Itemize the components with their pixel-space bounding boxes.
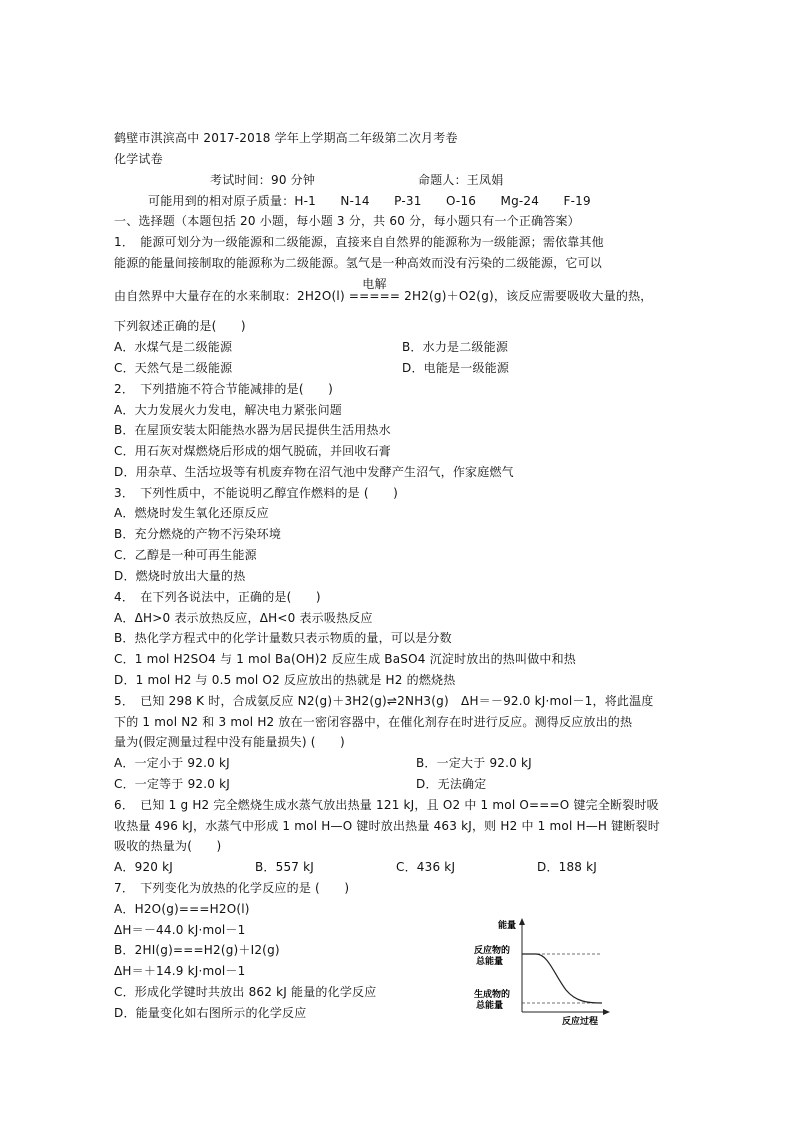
q1-line-1: 1． 能源可划分为一级能源和二级能源，直接来自自然界的能源称为一级能源；需依靠其他: [114, 235, 604, 249]
q1-line-4: 下列叙述正确的是( ): [114, 319, 246, 333]
energy-curve: [522, 954, 602, 1003]
q4-option-d: D．1 mol H2 与 0.5 mol O2 反应放出的热就是 H2 的燃烧热: [114, 673, 456, 687]
electrolysis-arrow: [348, 277, 401, 304]
q6-line-2: 收热量 496 kJ，水蒸气中形成 1 mol H—O 键时放出热量 463 kJ，则 H2 中 1 mol H—H 键断裂时: [114, 819, 660, 833]
graph-reactant-label-2: 总能量: [476, 957, 504, 967]
q3-option-b: B．充分燃烧的产物不污染环境: [114, 527, 282, 541]
q1-line-3-pre: 由自然界中大量存在的水来制取：2H2O(l): [114, 289, 349, 303]
q7-option-c: C．形成化学键时共放出 862 kJ 能量的化学反应: [114, 985, 377, 999]
q1-line-3-post: 2H2(g)＋O2(g)，该反应需要吸收大量的热，: [400, 289, 653, 303]
q1-line-2: 能源的能量间接制取的能源称为二级能源。氢气是一种高效而没有污染的二级能源，它可以: [114, 256, 603, 270]
q5-option-a: A．一定小于 92.0 kJ: [114, 756, 230, 770]
q7-option-b-dh: ΔH＝＋14.9 kJ·mol－1: [114, 964, 246, 978]
q3-stem: 3． 下列性质中，不能说明乙醇宜作燃料的是 ( ): [114, 486, 399, 500]
q5-option-c: C．一定等于 92.0 kJ: [114, 777, 231, 791]
author: 命题人：王凤娟: [418, 173, 504, 187]
graph-x-label: 反应过程: [562, 1017, 599, 1027]
q4-option-a: A．ΔH>0 表示放热反应，ΔH<0 表示吸热反应: [114, 611, 373, 625]
energy-diagram: [462, 916, 612, 1028]
q7-option-a-dh: ΔH＝－44.0 kJ·mol－1: [114, 923, 246, 937]
q2-stem: 2． 下列措施不符合节能减排的是( ): [114, 382, 333, 396]
electrolysis-equals: =====: [348, 289, 401, 303]
q6-option-b: B．557 kJ: [255, 860, 315, 874]
q6-option-d: D．188 kJ: [537, 860, 598, 874]
q3-option-d: D．燃烧时放出大量的热: [114, 569, 246, 583]
graph-y-label: 能量: [498, 921, 517, 931]
q1-option-d: D．电能是一级能源: [402, 361, 510, 375]
q2-option-d: D．用杂草、生活垃圾等有机废弃物在沼气池中发酵产生沼气，作家庭燃气: [114, 465, 514, 479]
q6-line-1: 6． 已知 1 g H2 完全燃烧生成水蒸气放出热量 121 kJ，且 O2 中 1 mol O===O 键完全断裂时吸: [114, 798, 659, 812]
graph-product-label-1: 生成物的: [474, 990, 511, 1000]
q1-option-a: A．水煤气是二级能源: [114, 340, 233, 354]
q7-stem: 7． 下列变化为放热的化学反应的是 ( ): [114, 881, 350, 895]
q4-option-b: B．热化学方程式中的化学计量数只表示物质的量，可以是分数: [114, 631, 452, 645]
q7-option-a: A．H2O(g)===H2O(l): [114, 902, 250, 916]
graph-product-label-2: 总能量: [476, 1001, 504, 1011]
school-line: 鹤壁市淇滨高中 2017-2018 学年上学期高二年级第二次月考卷: [114, 131, 458, 145]
y-axis-arrow-icon: [519, 918, 525, 925]
q6-option-c: C．436 kJ: [396, 860, 456, 874]
electrolysis-condition: 电解: [362, 277, 387, 291]
q6-option-a: A．920 kJ: [114, 860, 174, 874]
q5-option-d: D．无法确定: [416, 777, 487, 791]
q5-option-b: B．一定大于 92.0 kJ: [416, 756, 532, 770]
q1-line-3: [114, 277, 653, 304]
q2-option-c: C．用石灰对煤燃烧后形成的烟气脱硫，并回收石膏: [114, 444, 391, 458]
q1-option-c: C．天然气是二级能源: [114, 361, 233, 375]
q3-option-c: C．乙醇是一种可再生能源: [114, 548, 257, 562]
q7-option-d: D．能量变化如右图所示的化学反应: [114, 1006, 307, 1020]
q5-line-3: 量为(假定测量过程中没有能量损失) ( ): [114, 735, 345, 749]
exam-time: 考试时间：90 分钟: [210, 173, 316, 187]
x-axis-arrow-icon: [603, 1009, 610, 1015]
graph-reactant-label-1: 反应物的: [474, 946, 511, 956]
q1-option-b: B．水力是二级能源: [402, 340, 509, 354]
q2-option-a: A．大力发展火力发电，解决电力紧张问题: [114, 403, 343, 417]
q4-option-c: C．1 mol H2SO4 与 1 mol Ba(OH)2 反应生成 BaSO4 沉淀时放出的热叫做中和热: [114, 652, 577, 666]
q3-option-a: A．燃烧时发生氧化还原反应: [114, 506, 269, 520]
subject-title: 化学试卷: [114, 152, 163, 166]
q2-option-b: B．在屋顶安装太阳能热水器为居民提供生活用热水: [114, 423, 391, 437]
q4-stem: 4． 在下列各说法中，正确的是( ): [114, 590, 321, 604]
q6-line-3: 吸收的热量为( ): [114, 839, 222, 853]
q5-line-1: 5． 已知 298 K 时，合成氨反应 N2(g)＋3H2(g)⇌2NH3(g) ΔH＝－92.0 kJ·mol－1，将此温度: [114, 694, 654, 708]
atomic-masses: 可能用到的相对原子质量：H-1 N-14 P-31 O-16 Mg-24 F-19: [148, 194, 591, 208]
section-title: 一、选择题（本题包括 20 小题，每小题 3 分，共 60 分，每小题只有一个正确答案）: [114, 214, 580, 228]
q7-option-b: B．2HI(g)===H2(g)＋I2(g): [114, 943, 280, 957]
q5-line-2: 下的 1 mol N2 和 3 mol H2 放在一密闭容器中，在催化剂存在时进行反应。测得反应放出的热: [114, 715, 633, 729]
